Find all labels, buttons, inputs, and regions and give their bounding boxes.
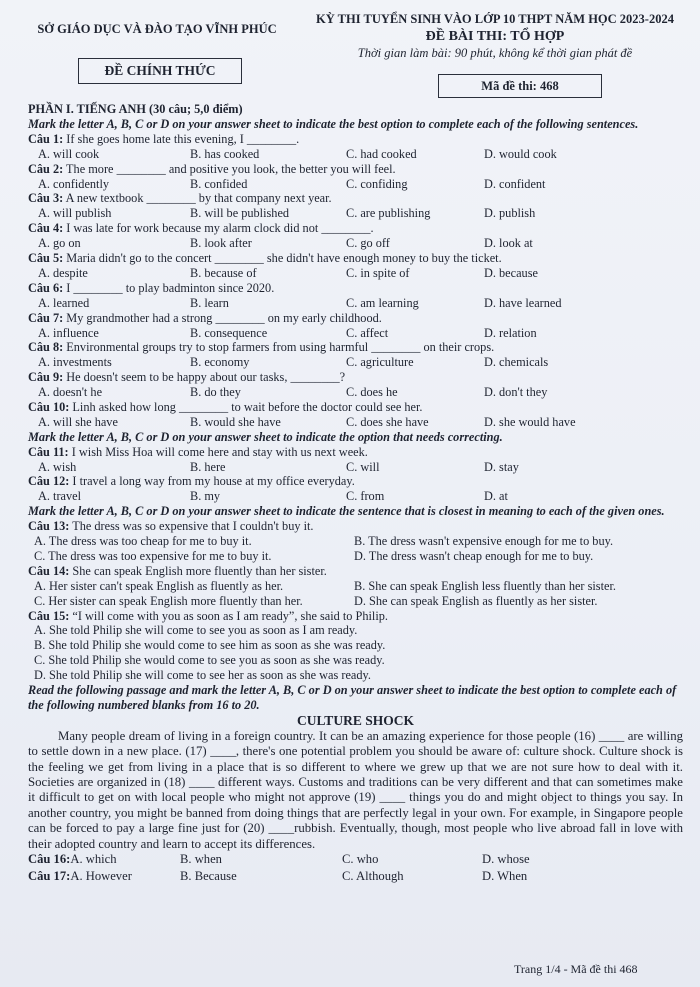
option-a: A. She told Philip she will come to see you as soon as I am ready. (34, 623, 358, 638)
questions-11-12 (28, 445, 683, 505)
question-label: Câu 14: (28, 563, 70, 578)
option-a: A. travel (38, 489, 82, 504)
question-label: Câu 8: (28, 340, 64, 355)
option-a: A. go on (38, 236, 81, 251)
part-title: PHẦN I. TIẾNG ANH (30 câu; 5,0 điểm) (28, 102, 243, 116)
option-d: D. stay (484, 459, 519, 474)
question-stem: “I will come with you as soon as I am ready”, she said to Philip. (72, 608, 388, 623)
option-a: A. The dress was too cheap for me to buy it. (34, 534, 252, 549)
question-label: Câu 4: (28, 221, 64, 236)
options-row (28, 266, 683, 281)
option-a: A. learned (38, 295, 90, 310)
option-b: B. here (190, 459, 226, 474)
exam-time: Thời gian làm bài: 90 phút, không kể thời gian phát đề (357, 46, 633, 60)
question-block (28, 400, 683, 430)
question-line (28, 281, 683, 296)
question-stem: The dress was so expensive that I couldn't buy it. (72, 519, 314, 534)
question-stem: Environmental groups try to stop farmers from using harmful ________ on their crops. (66, 340, 495, 355)
question-label: Câu 3: (28, 191, 64, 206)
question-stem: I was late for work because my alarm clock did not ________. (66, 221, 374, 236)
option-a: A. will cook (38, 146, 100, 161)
question-block (28, 132, 683, 162)
option-a: A. However (70, 869, 132, 884)
options-row (28, 147, 683, 162)
option-d: D. have learned (484, 295, 562, 310)
option-d: D. would cook (484, 146, 557, 161)
question-label: Câu 13: (28, 519, 70, 534)
options-row (28, 326, 683, 341)
question-block (28, 251, 683, 281)
passage-text: Many people dream of living in a foreign country. It can be an amazing experience for those people (16) ____ are willing to settle down in a new place. (17) ____, there's one potential problem you should be aware of: culture shock. Culture shock is the feeling we get from living in a place that is so different to where we grew up that we are not sure how to deal with it. Societies are organized in (18) ____ different ways. Customs and traditions can be very different and that can sometimes make it difficult to get on with local people who might not approve (19) ____ things you do and might object to things you say. In another country, you might be banned from doing things that are perfectly legal in your own. For example, in Singapore people can be forced to pay a large fine just for (20) ____rubbish. Eventually, though, most people who live abroad fall in love with their adopted country and learn to accept its differences. (28, 728, 683, 851)
options-row (28, 489, 683, 504)
option-b: B. consequence (190, 325, 268, 340)
option-a: A. will publish (38, 206, 112, 221)
question-label: Câu 10: (28, 399, 70, 414)
option-c: C. go off (346, 236, 390, 251)
question-label: Câu 2: (28, 161, 64, 176)
question-block (28, 340, 683, 370)
question-line (28, 340, 683, 355)
question-label: Câu 16: (28, 852, 71, 867)
instruction-4: Read the following passage and mark the letter A, B, C or D on your answer sheet to indicate the best option to complete each of the following numbered blanks from 16 to 20. (28, 683, 677, 712)
option-b: B. She told Philip she would come to see him as soon as she was ready. (34, 638, 386, 653)
exam-subject: ĐỀ BÀI THI: TỔ HỢP (425, 29, 565, 44)
question-block (28, 311, 683, 341)
question-stem: I travel a long way from my house at my office everyday. (72, 474, 355, 489)
option-d: D. She told Philip she will come to see her as soon as she was ready. (34, 668, 371, 683)
option-c: C. Her sister can speak English more fluently than her. (34, 593, 303, 608)
option-b: B. when (180, 852, 222, 867)
option-a: A. confidently (38, 176, 110, 191)
header-right (300, 12, 690, 61)
option-c: C. am learning (346, 295, 419, 310)
option-d: D. at (484, 489, 508, 504)
question-stem: Maria didn't go to the concert ________ she didn't have enough money to buy the ticket. (66, 251, 502, 265)
question-block (28, 281, 683, 311)
option-b: B. will be published (190, 206, 290, 221)
question-stem: I wish Miss Hoa will come here and stay with us next week. (71, 444, 368, 459)
question-stem: She can speak English more fluently than her sister. (72, 563, 327, 578)
options-row (28, 415, 683, 430)
questions-1-10 (28, 132, 683, 430)
option-c: C. will (346, 459, 380, 474)
option-c: C. confiding (346, 176, 408, 191)
question-stem: If she goes home late this evening, I ________. (66, 131, 300, 146)
option-b: B. do they (190, 385, 241, 400)
question-block (28, 162, 683, 192)
option-b: B. because of (190, 265, 257, 280)
option-b: B. look after (190, 236, 252, 251)
instruction-2: Mark the letter A, B, C or D on your answer sheet to indicate the option that needs correcting. (28, 429, 503, 444)
option-d: D. she would have (484, 414, 576, 429)
passage-title: CULTURE SHOCK (297, 712, 414, 728)
question-label: Câu 12: (28, 474, 70, 489)
options-row (28, 460, 683, 475)
option-b: B. would she have (190, 414, 281, 429)
option-c: C. She told Philip she would come to see you as soon as she was ready. (34, 653, 385, 668)
question-stem: A new textbook ________ by that company next year. (65, 191, 332, 206)
instruction-3: Mark the letter A, B, C or D on your answer sheet to indicate the sentence that is closest in meaning to each of the given ones. (28, 504, 665, 519)
option-c: C. Although (342, 869, 404, 884)
question-label: Câu 1: (28, 131, 64, 146)
exam-code-box: Mã đề thi: 468 (438, 74, 602, 98)
question-block (28, 191, 683, 221)
options-row (28, 355, 683, 370)
question-line (28, 311, 683, 326)
question-line (28, 191, 683, 206)
question-13 (28, 519, 683, 564)
official-exam-box: ĐỀ CHÍNH THỨC (78, 58, 242, 84)
question-label: Câu 11: (28, 444, 69, 459)
option-a: A. wish (38, 459, 77, 474)
question-label: Câu 9: (28, 370, 64, 385)
option-c: C. who (342, 852, 379, 867)
options-row (28, 385, 683, 400)
question-line (28, 445, 683, 460)
instruction-1: Mark the letter A, B, C or D on your answer sheet to indicate the best option to complete each of the following sentences. (28, 116, 639, 131)
question-block (28, 221, 683, 251)
option-c: C. does she have (346, 414, 429, 429)
option-b: B. Because (180, 869, 237, 884)
option-c: C. had cooked (346, 146, 417, 161)
option-c: C. from (346, 489, 385, 504)
question-stem: Linh asked how long ________ to wait before the doctor could see her. (72, 399, 423, 414)
option-a: A. investments (38, 355, 112, 370)
option-d: D. whose (482, 852, 530, 867)
option-c: C. The dress was too expensive for me to buy it. (34, 548, 272, 563)
option-d: D. When (482, 869, 528, 884)
options-row (28, 236, 683, 251)
option-a: A. will she have (38, 414, 118, 429)
option-b: B. She can speak English less fluently than her sister. (354, 578, 616, 593)
question-14 (28, 564, 683, 609)
question-label: Câu 7: (28, 310, 64, 325)
option-d: D. chemicals (484, 355, 549, 370)
question-label: Câu 15: (28, 608, 70, 623)
question-stem: I ________ to play badminton since 2020. (66, 280, 275, 295)
option-a: A. doesn't he (38, 385, 103, 400)
option-d: D. don't they (484, 385, 548, 400)
question-label: Câu 6: (28, 280, 64, 295)
exam-title: KỲ THI TUYỂN SINH VÀO LỚP 10 THPT NĂM HỌC 2023-2024 (316, 12, 674, 26)
question-15 (28, 609, 683, 684)
question-block (28, 474, 683, 504)
question-line (28, 132, 683, 147)
question-line (28, 370, 683, 385)
options-row (28, 296, 683, 311)
option-c: C. in spite of (346, 265, 410, 280)
option-c: C. agriculture (346, 355, 414, 370)
option-c: C. does he (346, 385, 398, 400)
option-a: A. Her sister can't speak English as fluently as her. (34, 578, 284, 593)
option-d: D. look at (484, 236, 533, 251)
options-row (28, 177, 683, 192)
question-label: Câu 17: (28, 869, 71, 884)
question-stem: My grandmother had a strong ________ on my early childhood. (66, 310, 382, 325)
option-d: D. because (484, 265, 538, 280)
question-line (28, 221, 683, 236)
options-row (28, 206, 683, 221)
question-17 (28, 869, 683, 886)
question-line (28, 251, 683, 266)
department-name: SỞ GIÁO DỤC VÀ ĐÀO TẠO VĨNH PHÚC (37, 22, 277, 36)
question-block (28, 445, 683, 475)
option-b: B. has cooked (190, 146, 260, 161)
question-line (28, 400, 683, 415)
option-d: D. She can speak English as fluently as her sister. (354, 593, 598, 608)
question-label: Câu 5: (28, 251, 64, 265)
option-a: A. influence (38, 325, 99, 340)
question-block (28, 370, 683, 400)
question-line (28, 474, 683, 489)
option-b: B. The dress wasn't expensive enough for me to buy. (354, 534, 614, 549)
question-stem: The more ________ and positive you look, the better you will feel. (66, 161, 396, 176)
option-c: C. are publishing (346, 206, 431, 221)
question-16 (28, 852, 683, 869)
page-footer: Trang 1/4 - Mã đề thi 468 (514, 962, 638, 976)
option-d: D. publish (484, 206, 536, 221)
question-line (28, 162, 683, 177)
option-a: A. despite (38, 265, 88, 280)
option-b: B. economy (190, 355, 250, 370)
option-d: D. relation (484, 325, 537, 340)
option-b: B. learn (190, 295, 229, 310)
exam-body (28, 102, 683, 886)
option-c: C. affect (346, 325, 389, 340)
question-stem: He doesn't seem to be happy about our tasks, ________? (66, 370, 346, 385)
option-d: D. The dress wasn't cheap enough for me to buy. (354, 548, 594, 563)
option-a: A. which (70, 852, 117, 867)
option-d: D. confident (484, 176, 546, 191)
option-b: B. my (190, 489, 221, 504)
option-b: B. confided (190, 176, 248, 191)
